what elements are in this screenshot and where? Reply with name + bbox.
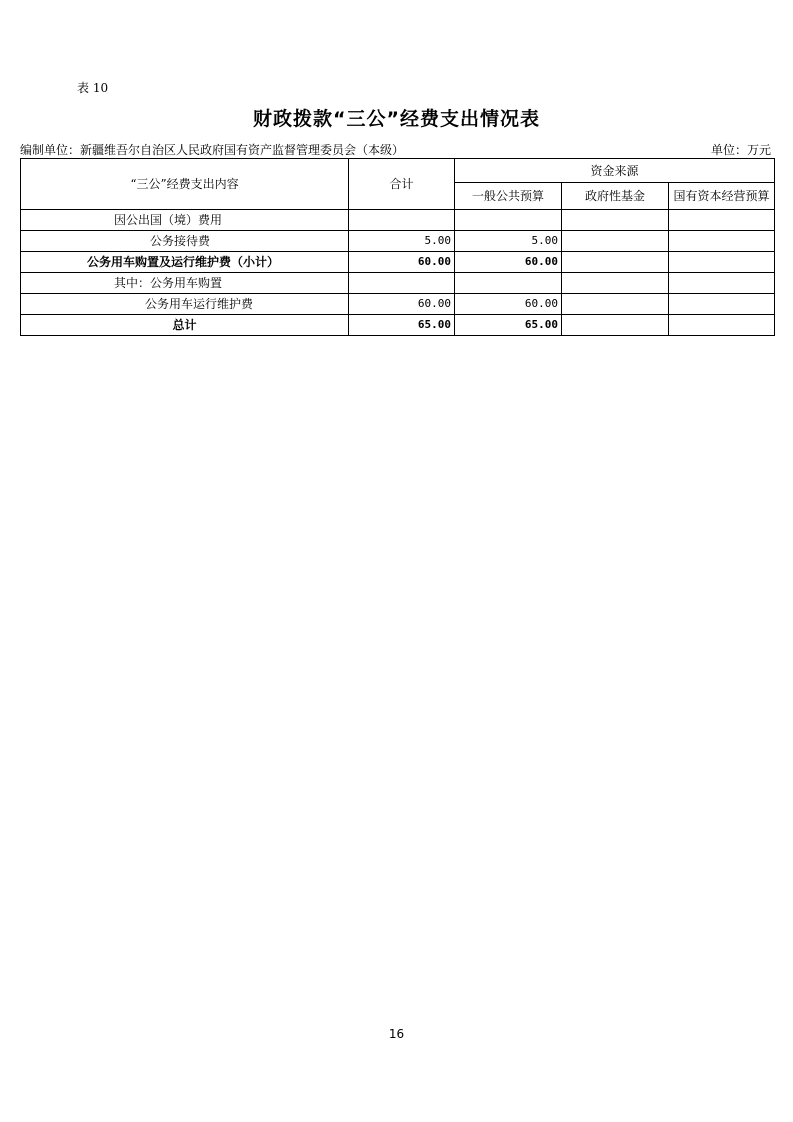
row-item: 其中：公务用车购置 bbox=[21, 273, 349, 294]
money-unit-label: 单位：万元 bbox=[710, 143, 771, 157]
row-total: 5.00 bbox=[349, 231, 455, 252]
row-general-budget: 5.00 bbox=[455, 231, 562, 252]
row-state-capital bbox=[669, 252, 775, 273]
page-number: 16 bbox=[388, 1027, 405, 1041]
row-gov-fund bbox=[562, 273, 669, 294]
table-row-total bbox=[21, 315, 775, 336]
row-gov-fund bbox=[562, 231, 669, 252]
row-general-budget: 65.00 bbox=[455, 315, 562, 336]
row-general-budget: 60.00 bbox=[455, 252, 562, 273]
row-general-budget: 60.00 bbox=[455, 294, 562, 315]
row-item: 因公出国（境）费用 bbox=[21, 210, 349, 231]
table-row-subtotal bbox=[21, 252, 775, 273]
row-total: 60.00 bbox=[349, 252, 455, 273]
row-state-capital bbox=[669, 231, 775, 252]
row-item: 公务用车运行维护费 bbox=[21, 294, 349, 315]
row-total bbox=[349, 273, 455, 294]
header-general-budget: 一般公共预算 bbox=[455, 183, 562, 210]
header-total: 合计 bbox=[349, 159, 455, 210]
row-gov-fund bbox=[562, 294, 669, 315]
table-number: 表 10 bbox=[77, 81, 109, 95]
row-state-capital bbox=[669, 210, 775, 231]
table-row bbox=[21, 210, 775, 231]
row-state-capital bbox=[669, 273, 775, 294]
row-item: 公务用车购置及运行维护费（小计） bbox=[21, 252, 349, 273]
page-title: 财政拨款“三公”经费支出情况表 bbox=[253, 108, 540, 130]
row-item: 公务接待费 bbox=[21, 231, 349, 252]
row-gov-fund bbox=[562, 252, 669, 273]
row-total: 60.00 bbox=[349, 294, 455, 315]
header-item: “三公”经费支出内容 bbox=[21, 159, 349, 210]
row-state-capital bbox=[669, 315, 775, 336]
row-state-capital bbox=[669, 294, 775, 315]
expenditure-table bbox=[20, 158, 775, 336]
header-state-capital: 国有资本经营预算 bbox=[669, 183, 775, 210]
row-general-budget bbox=[455, 273, 562, 294]
header-gov-fund: 政府性基金 bbox=[562, 183, 669, 210]
header-source-group: 资金来源 bbox=[455, 159, 775, 183]
row-general-budget bbox=[455, 210, 562, 231]
row-total bbox=[349, 210, 455, 231]
org-unit-label: 编制单位：新疆维吾尔自治区人民政府国有资产监督管理委员会（本级） bbox=[20, 143, 405, 157]
table-row bbox=[21, 294, 775, 315]
row-gov-fund bbox=[562, 210, 669, 231]
row-item: 总计 bbox=[21, 315, 349, 336]
table-header-row bbox=[21, 159, 775, 183]
table-row bbox=[21, 231, 775, 252]
row-gov-fund bbox=[562, 315, 669, 336]
row-total: 65.00 bbox=[349, 315, 455, 336]
table-row bbox=[21, 273, 775, 294]
